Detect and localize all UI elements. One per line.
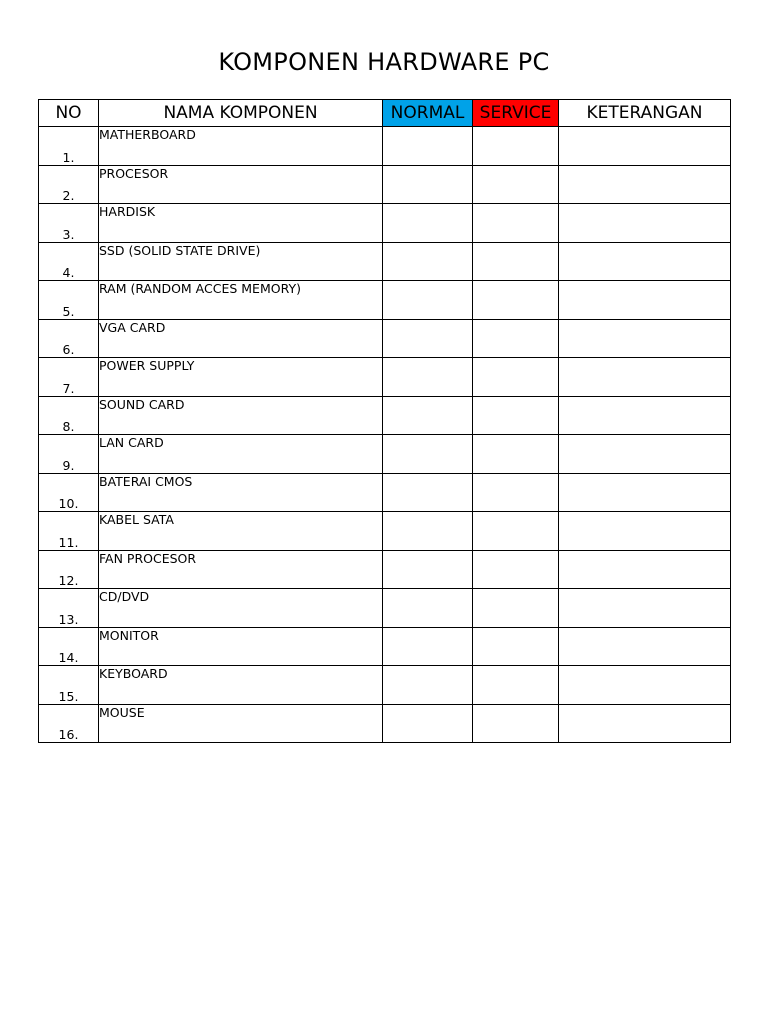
header-component-name: NAMA KOMPONEN (99, 100, 383, 127)
row-number: 3. (39, 204, 99, 243)
row-number: 1. (39, 127, 99, 166)
notes-cell[interactable] (559, 589, 731, 628)
service-check-cell[interactable] (473, 666, 559, 705)
service-check-cell[interactable] (473, 435, 559, 474)
normal-check-cell[interactable] (383, 589, 473, 628)
notes-cell[interactable] (559, 666, 731, 705)
normal-check-cell[interactable] (383, 242, 473, 281)
notes-cell[interactable] (559, 704, 731, 743)
service-check-cell[interactable] (473, 204, 559, 243)
service-check-cell[interactable] (473, 589, 559, 628)
table-row (39, 589, 731, 628)
notes-cell[interactable] (559, 627, 731, 666)
service-check-cell[interactable] (473, 396, 559, 435)
component-name: MONITOR (99, 627, 383, 666)
component-name: FAN PROCESOR (99, 550, 383, 589)
notes-cell[interactable] (559, 281, 731, 320)
normal-check-cell[interactable] (383, 165, 473, 204)
normal-check-cell[interactable] (383, 435, 473, 474)
table-row (39, 242, 731, 281)
normal-check-cell[interactable] (383, 627, 473, 666)
service-check-cell[interactable] (473, 473, 559, 512)
component-name: KEYBOARD (99, 666, 383, 705)
notes-cell[interactable] (559, 396, 731, 435)
notes-cell[interactable] (559, 319, 731, 358)
service-check-cell[interactable] (473, 319, 559, 358)
normal-check-cell[interactable] (383, 319, 473, 358)
table-row (39, 627, 731, 666)
component-name: BATERAI CMOS (99, 473, 383, 512)
service-check-cell[interactable] (473, 358, 559, 397)
component-name: SOUND CARD (99, 396, 383, 435)
component-name: CD/DVD (99, 589, 383, 628)
notes-cell[interactable] (559, 550, 731, 589)
component-name: HARDISK (99, 204, 383, 243)
notes-cell[interactable] (559, 473, 731, 512)
table-row (39, 396, 731, 435)
table-row (39, 165, 731, 204)
service-check-cell[interactable] (473, 242, 559, 281)
table-row (39, 358, 731, 397)
notes-cell[interactable] (559, 127, 731, 166)
service-check-cell[interactable] (473, 550, 559, 589)
row-number: 9. (39, 435, 99, 474)
row-number: 15. (39, 666, 99, 705)
service-check-cell[interactable] (473, 127, 559, 166)
row-number: 16. (39, 704, 99, 743)
service-check-cell[interactable] (473, 627, 559, 666)
normal-check-cell[interactable] (383, 358, 473, 397)
normal-check-cell[interactable] (383, 281, 473, 320)
header-service: SERVICE (473, 100, 559, 127)
table-row (39, 666, 731, 705)
normal-check-cell[interactable] (383, 512, 473, 551)
row-number: 6. (39, 319, 99, 358)
header-notes: KETERANGAN (559, 100, 731, 127)
table-row (39, 704, 731, 743)
notes-cell[interactable] (559, 204, 731, 243)
header-no: NO (39, 100, 99, 127)
table-row (39, 512, 731, 551)
table-row (39, 319, 731, 358)
notes-cell[interactable] (559, 435, 731, 474)
normal-check-cell[interactable] (383, 396, 473, 435)
normal-check-cell[interactable] (383, 666, 473, 705)
row-number: 10. (39, 473, 99, 512)
component-name: LAN CARD (99, 435, 383, 474)
normal-check-cell[interactable] (383, 704, 473, 743)
component-name: MOUSE (99, 704, 383, 743)
table-row (39, 435, 731, 474)
table-row (39, 473, 731, 512)
header-normal: NORMAL (383, 100, 473, 127)
service-check-cell[interactable] (473, 704, 559, 743)
page-title: KOMPONEN HARDWARE PC (218, 48, 550, 76)
service-check-cell[interactable] (473, 165, 559, 204)
table-body (39, 127, 731, 743)
row-number: 5. (39, 281, 99, 320)
component-name: RAM (RANDOM ACCES MEMORY) (99, 281, 383, 320)
notes-cell[interactable] (559, 165, 731, 204)
table-row (39, 281, 731, 320)
component-name: KABEL SATA (99, 512, 383, 551)
row-number: 7. (39, 358, 99, 397)
row-number: 12. (39, 550, 99, 589)
row-number: 2. (39, 165, 99, 204)
table-row (39, 550, 731, 589)
table-row (39, 204, 731, 243)
component-name: PROCESOR (99, 165, 383, 204)
row-number: 4. (39, 242, 99, 281)
row-number: 8. (39, 396, 99, 435)
normal-check-cell[interactable] (383, 204, 473, 243)
table-row (39, 127, 731, 166)
component-name: POWER SUPPLY (99, 358, 383, 397)
row-number: 13. (39, 589, 99, 628)
row-number: 14. (39, 627, 99, 666)
normal-check-cell[interactable] (383, 550, 473, 589)
component-name: MATHERBOARD (99, 127, 383, 166)
component-name: SSD (SOLID STATE DRIVE) (99, 242, 383, 281)
service-check-cell[interactable] (473, 281, 559, 320)
hardware-checklist-table (38, 99, 731, 743)
component-name: VGA CARD (99, 319, 383, 358)
service-check-cell[interactable] (473, 512, 559, 551)
notes-cell[interactable] (559, 358, 731, 397)
normal-check-cell[interactable] (383, 473, 473, 512)
notes-cell[interactable] (559, 242, 731, 281)
notes-cell[interactable] (559, 512, 731, 551)
row-number: 11. (39, 512, 99, 551)
normal-check-cell[interactable] (383, 127, 473, 166)
header-row (39, 100, 731, 127)
